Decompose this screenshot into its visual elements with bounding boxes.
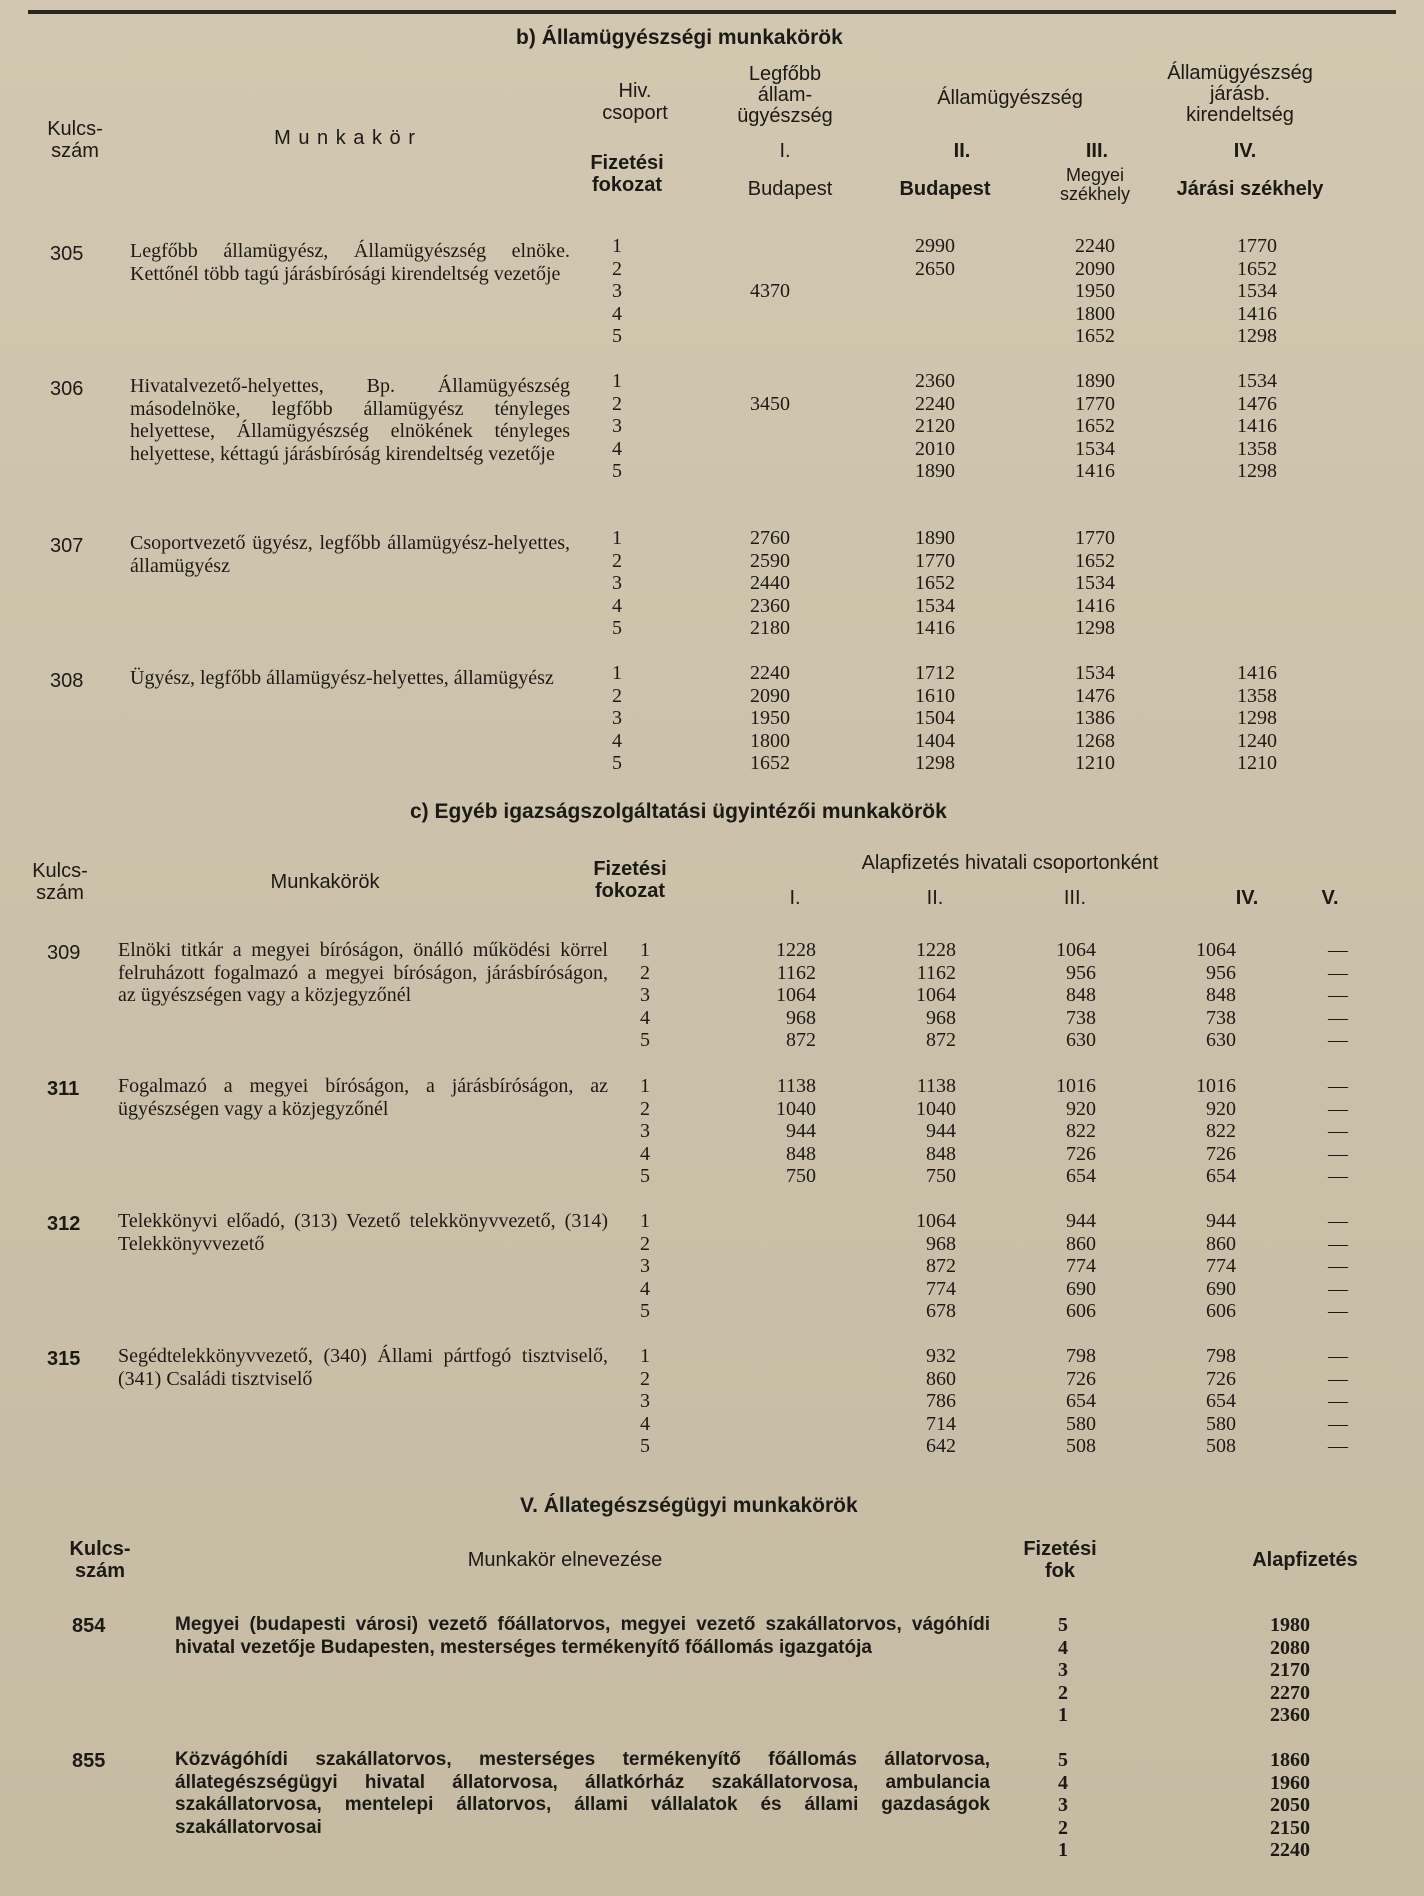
row-pay: 1860 1960 2050 2150 2240 <box>1270 1749 1310 1862</box>
row-key: 308 <box>50 670 84 692</box>
header-alapfizetes: Alapfizetés <box>1252 1549 1358 1571</box>
header-kulcsszam: Kulcs- szám <box>69 1538 131 1582</box>
header-munkakorok: Munkakörök <box>270 871 380 893</box>
header-g1: I. <box>789 887 801 909</box>
row-col-III: 1890 1770 1652 1534 1416 <box>1075 370 1115 483</box>
header-fizetesi-fok: Fizetési fok <box>1023 1538 1097 1582</box>
row-col-g2: 1228 1162 1064 968 872 <box>916 939 956 1052</box>
row-key: 306 <box>50 378 84 400</box>
header-g5: V. <box>1321 887 1339 909</box>
row-key: 315 <box>47 1348 81 1370</box>
row-fokozat: 1 2 3 4 5 <box>612 370 622 483</box>
row-col-g3: 944 860 774 690 606 <box>1066 1210 1096 1323</box>
header-munkakor-elnevezese: Munkakör elnevezése <box>467 1549 663 1571</box>
header-legfobb: Legfőbb állam- ügyészség <box>737 63 833 127</box>
row-description: Telekkönyvi előadó, (313) Vezető telekkönyvvezető, (314) Telekkönyvvezető <box>118 1210 608 1255</box>
row-col-g3: 798 726 654 580 508 <box>1066 1345 1096 1458</box>
header-hiv-csoport: Hiv. csoport <box>602 80 668 124</box>
row-fokozat: 1 2 3 4 5 <box>640 1345 650 1458</box>
row-key: 855 <box>72 1750 106 1772</box>
row-fokozat: 1 2 3 4 5 <box>640 1075 650 1188</box>
row-description: Közvágóhídi szakállatorvos, mesterséges termékenyítő főállomás állatorvosa, állategészségügyi hivatal állatorvosa, állatkórház szakállatorvosa, ambulancia szakállatorvosa, mentelepi állatorvos, állami vállalatok és állami gazdaságok szakállatorvosai <box>175 1749 990 1838</box>
section-b-title: b) Államügyészségi munkakörök <box>516 26 843 49</box>
row-col-I: 2760 2590 2440 2360 2180 <box>750 527 790 640</box>
header-allamugyeszseg: Államügyészség <box>937 87 1083 109</box>
header-fizetesi-fokozat: Fizetési fokozat <box>593 858 667 902</box>
row-col-g3: 1016 920 822 726 654 <box>1056 1075 1096 1188</box>
row-key: 305 <box>50 243 84 265</box>
row-key: 854 <box>72 1615 106 1637</box>
section-v-title: V. Állategészségügyi munkakörök <box>520 1494 858 1517</box>
header-munkakor: M u n k a k ö r <box>274 127 416 149</box>
row-col-g2: 1064 968 872 774 678 <box>916 1210 956 1323</box>
row-fok: 5 4 3 2 1 <box>1058 1614 1068 1727</box>
row-col-IV: 1416 1358 1298 1240 1210 <box>1237 662 1277 775</box>
row-description: Legfőbb államügyész, Államügyészség elnöke. Kettőnél több tagú járásbírósági kirendeltség vezetője <box>130 240 570 285</box>
row-col-II: 2360 2240 2120 2010 1890 <box>915 370 955 483</box>
row-col-g5: — — — — — <box>1328 1075 1348 1188</box>
row-pay: 1980 2080 2170 2270 2360 <box>1270 1614 1310 1727</box>
header-loc-II: Budapest <box>899 178 991 200</box>
row-col-g5: — — — — — <box>1328 1210 1348 1323</box>
header-grp-III: III. <box>1085 140 1109 162</box>
row-key: 307 <box>50 535 84 557</box>
row-description: Csoportvezető ügyész, legfőbb államügyész-helyettes, államügyész <box>130 532 570 577</box>
header-grp-I: I. <box>779 140 791 162</box>
row-fokozat: 1 2 3 4 5 <box>640 1210 650 1323</box>
header-loc-I: Budapest <box>747 178 833 200</box>
header-loc-IV: Járási székhely <box>1176 178 1324 200</box>
row-description: Fogalmazó a megyei bíróságon, a járásbíróságon, az ügyészségen vagy a közjegyzőnél <box>118 1075 608 1120</box>
header-kulcsszam: Kulcs- szám <box>32 860 88 904</box>
row-fokozat: 1 2 3 4 5 <box>612 527 622 640</box>
row-col-g5: — — — — — <box>1328 1345 1348 1458</box>
section-c-title: c) Egyéb igazságszolgáltatási ügyintézői munkakörök <box>410 800 947 823</box>
row-key: 312 <box>47 1213 81 1235</box>
row-col-III: 2240 2090 1950 1800 1652 <box>1075 235 1115 348</box>
row-fokozat: 1 2 3 4 5 <box>640 939 650 1052</box>
row-fok: 5 4 3 2 1 <box>1058 1749 1068 1862</box>
row-col-IV: 1770 1652 1534 1416 1298 <box>1237 235 1277 348</box>
row-description: Hivatalvezető-helyettes, Bp. Államügyészség másodelnöke, legfőbb államügyész tényleges helyettese, Államügyészség elnökének tényleges helyettese, kéttagú járásbíróság kirendeltség vezetője <box>130 375 570 465</box>
row-col-II: 1890 1770 1652 1534 1416 <box>915 527 955 640</box>
row-col-g4: 1016 920 822 726 654 <box>1196 1075 1236 1188</box>
row-col-g3: 1064 956 848 738 630 <box>1056 939 1096 1052</box>
row-col-g2: 1138 1040 944 848 750 <box>916 1075 956 1188</box>
row-col-g4: 1064 956 848 738 630 <box>1196 939 1236 1052</box>
row-col-II: 2990 2650 <box>915 235 955 280</box>
row-key: 311 <box>47 1078 80 1100</box>
row-description: Elnöki titkár a megyei bíróságon, önálló működési körrel felruházott fogalmazó a megyei bíróságon, járásbíróságon, az ügyészségen vagy a közjegyzőnél <box>118 939 608 1007</box>
header-alapfizetes: Alapfizetés hivatali csoportonként <box>861 852 1159 874</box>
row-col-g1: 1228 1162 1064 968 872 <box>776 939 816 1052</box>
row-description: Segédtelekkönyvvezető, (340) Állami pártfogó tisztviselő, (341) Családi tisztviselő <box>118 1345 608 1390</box>
row-description: Megyei (budapesti városi) vezető főállatorvos, megyei vezető szakállatorvos, vágóhídi hivatal vezetője Budapesten, mesterséges termékenyítő főállomás igazgatója <box>175 1614 990 1658</box>
row-col-II: 1712 1610 1504 1404 1298 <box>915 662 955 775</box>
header-loc-III: Megyei székhely <box>1059 165 1131 204</box>
header-jarasb: Államügyészség járásb. kirendeltség <box>1167 62 1313 126</box>
top-rule <box>28 10 1396 14</box>
row-col-g2: 932 860 786 714 642 <box>926 1345 956 1458</box>
row-col-g1: 1138 1040 944 848 750 <box>776 1075 816 1188</box>
row-fokozat: 1 2 3 4 5 <box>612 235 622 348</box>
header-kulcsszam: Kulcs- szám <box>47 118 103 162</box>
header-grp-IV: IV. <box>1233 140 1257 162</box>
row-col-IV: 1534 1476 1416 1358 1298 <box>1237 370 1277 483</box>
header-g4: IV. <box>1235 887 1259 909</box>
row-col-III: 1770 1652 1534 1416 1298 <box>1075 527 1115 640</box>
row-col-g5: — — — — — <box>1328 939 1348 1052</box>
row-fokozat: 1 2 3 4 5 <box>612 662 622 775</box>
row-col-g4: 798 726 654 580 508 <box>1206 1345 1236 1458</box>
row-description: Ügyész, legfőbb államügyész-helyettes, államügyész <box>130 667 554 689</box>
row-col-I: 3450 <box>750 392 790 415</box>
header-g3: III. <box>1063 887 1087 909</box>
row-col-g4: 944 860 774 690 606 <box>1206 1210 1236 1323</box>
header-g2: II. <box>926 887 944 909</box>
row-col-I: 2240 2090 1950 1800 1652 <box>750 662 790 775</box>
row-col-I: 4370 <box>750 280 790 303</box>
header-grp-II: II. <box>953 140 971 162</box>
row-key: 309 <box>47 942 81 964</box>
header-fizetesi-fokozat: Fizetési fokozat <box>590 152 664 196</box>
row-col-III: 1534 1476 1386 1268 1210 <box>1075 662 1115 775</box>
